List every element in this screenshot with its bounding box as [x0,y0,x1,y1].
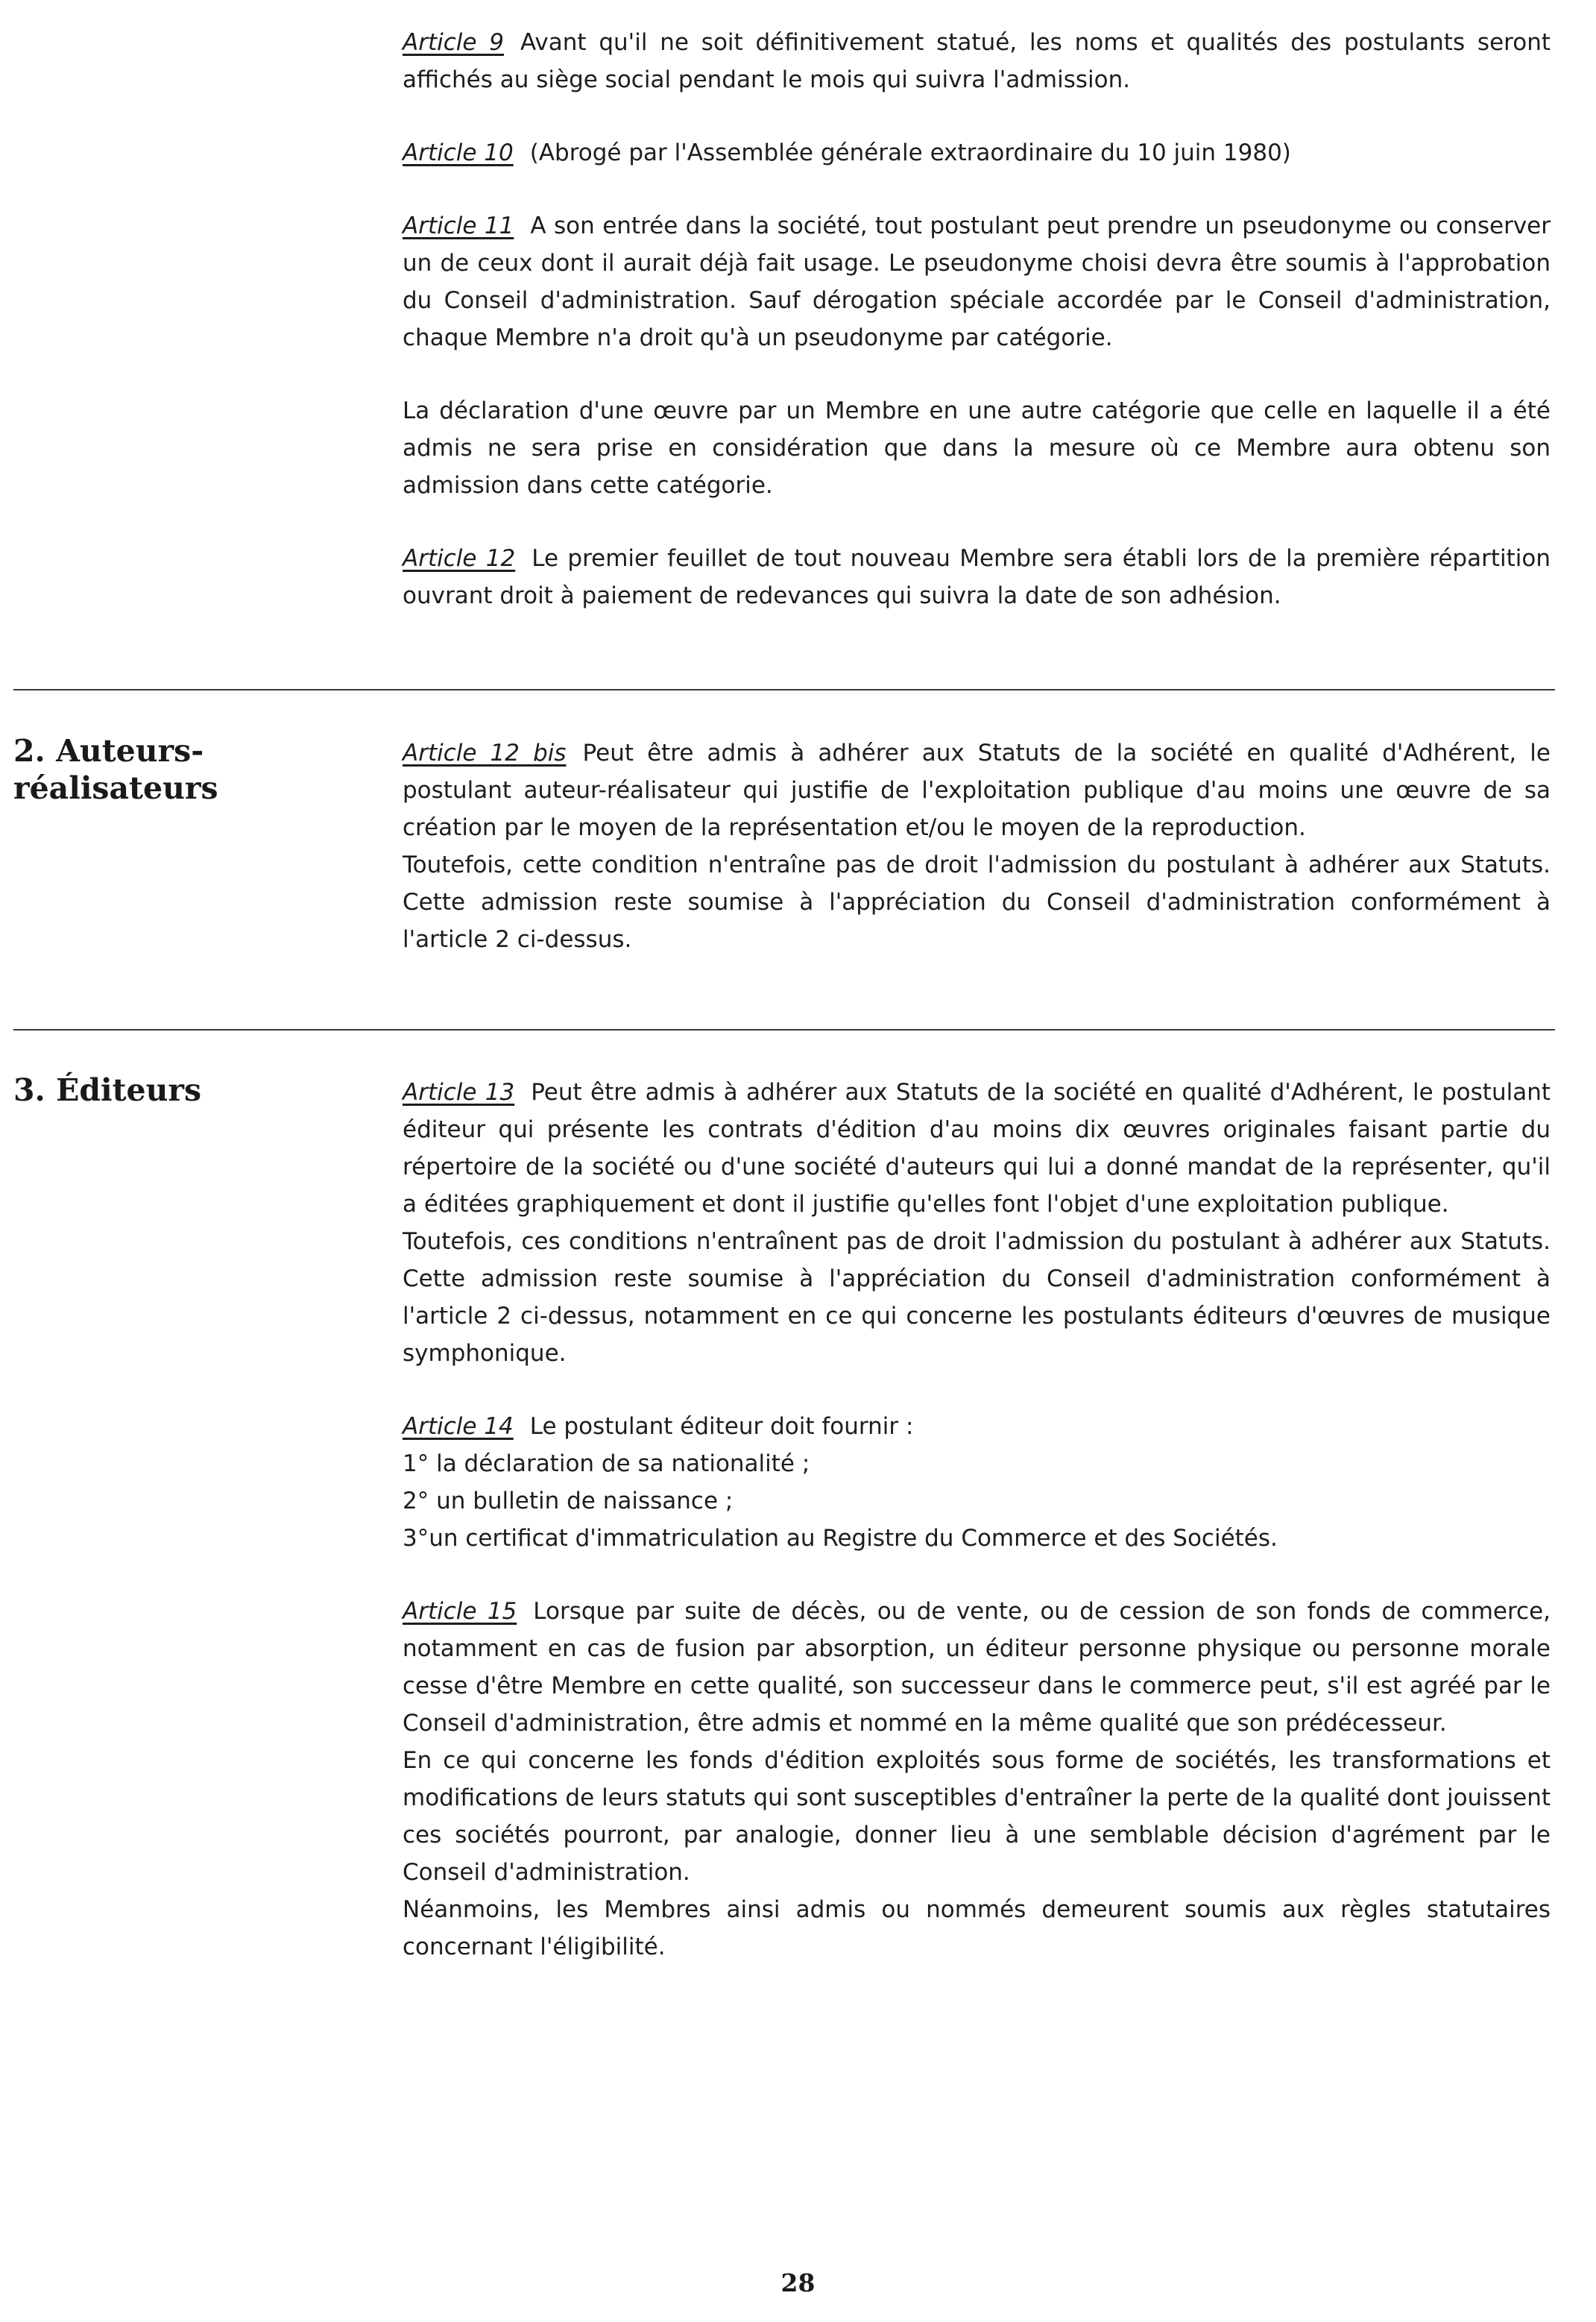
list-item: 1° la déclaration de sa nationalité ; [403,1450,810,1477]
articles-9-12 [403,24,1551,614]
article-13-paragraph-2: Toutefois, ces conditions n'entraînent pas de droit l'admission du postulant à adhérer aux Statuts. Cette admission reste soumise à l'appréciation du Conseil d'administration conformément à l'article 2 ci-dessus, notamment en ce qui concerne les postulants éditeurs d'œuvres de musique symphonique. [403,1228,1551,1367]
article-11-paragraph-2: La déclaration d'une œuvre par un Membre en une autre catégorie que celle en laquelle il a été admis ne sera prise en considération que dans la mesure où ce Membre aura obtenu son admission dans cette catégorie. [403,397,1551,499]
article-text: Le premier feuillet de tout nouveau Membre sera établi lors de la première répartition ouvrant droit à paiement de redevances qui suivra la date de son adhésion. [403,545,1551,609]
article-15 [403,1593,1551,1742]
article-text: A son entrée dans la société, tout postulant peut prendre un pseudonyme ou conserver un de ceux dont il aurait déjà fait usage. Le pseudonyme choisi devra être soumis à l'approbation du Conseil d'administration. Sauf dérogation spéciale accordée par le Conseil d'administration, chaque Membre n'a droit qu'à un pseudonyme par catégorie. [403,213,1551,351]
article-13 [403,1074,1551,1223]
article-15-paragraph-2: En ce qui concerne les fonds d'édition exploités sous forme de sociétés, les transformations et modifications de leurs statuts qui sont susceptibles d'entraîner la perte de la qualité dont jouissent ces sociétés pourront, par analogie, donner lieu à une semblable décision d'agrément par le Conseil d'administration. [403,1747,1551,1886]
page-number: 28 [780,2268,816,2297]
list-item: 3°un certificat d'immatriculation au Registre du Commerce et des Sociétés. [403,1525,1278,1552]
article-text: Peut être admis à adhérer aux Statuts de la société en qualité d'Adhérent, le postulant auteur-réalisateur qui justifie de l'exploitation publique d'au moins une œuvre de sa création par le moyen de la représentation et/ou le moyen de la reproduction. [403,740,1551,841]
article-text: (Abrogé par l'Assemblée générale extraordinaire du 10 juin 1980) [529,139,1291,166]
article-ref: Article 15 [403,1598,517,1625]
article-ref: Article 11 [403,213,514,239]
articles-13-15 [403,1074,1551,1966]
article-ref: Article 14 [403,1413,514,1440]
article-10 [403,134,1551,172]
article-12-bis-paragraph [403,734,1551,846]
article-12-bis-paragraph-2: Toutefois, cette condition n'entraîne pas de droit l'admission du postulant à adhérer aux Statuts. Cette admission reste soumise à l'appréciation du Conseil d'administration conformément à l'article 2 ci-dessus. [403,852,1551,953]
list-item: 2° un bulletin de naissance ; [403,1488,734,1514]
article-ref: Article 10 [403,139,514,166]
article-text: Peut être admis à adhérer aux Statuts de la société en qualité d'Adhérent, le postulant éditeur qui présente les contrats d'édition d'au moins dix œuvres originales faisant partie du répertoire de la société ou d'une société d'auteurs qui lui a donné mandat de la représenter, qu'il a éditées graphiquement et dont il justifie qu'elles font l'objet d'une exploitation publique. [403,1079,1551,1218]
section-divider [13,689,1555,690]
article-text: Lorsque par suite de décès, ou de vente, ou de cession de son fonds de commerce, notamment en cas de fusion par absorption, un éditeur personne physique ou personne morale cesse d'être Membre en cette qualité, son successeur dans le commerce peut, s'il est agréé par le Conseil d'administration, être admis et nommé en la même qualité que son prédécesseur. [403,1598,1551,1737]
section-title-auteurs-realisateurs: 2. Auteurs-réalisateurs [13,733,218,806]
article-text: Avant qu'il ne soit définitivement statué, les noms et qualités des postulants seront affichés au siège social pendant le mois qui suivra l'admission. [403,29,1551,93]
article-ref: Article 13 [403,1079,515,1106]
article-15-paragraph-3: Néanmoins, les Membres ainsi admis ou nommés demeurent soumis aux règles statutaires concernant l'éligibilité. [403,1896,1551,1960]
article-12-bis [403,734,1551,958]
article-ref: Article 12 bis [403,740,567,767]
article-11 [403,207,1551,356]
section-divider [13,1029,1555,1031]
article-14 [403,1408,1551,1557]
article-ref: Article 9 [403,29,504,56]
article-12 [403,540,1551,614]
article-ref: Article 12 [403,545,516,572]
article-text: Le postulant éditeur doit fournir : [529,1413,914,1440]
article-9 [403,24,1551,98]
section-title-editeurs: 3. Éditeurs [13,1072,202,1108]
